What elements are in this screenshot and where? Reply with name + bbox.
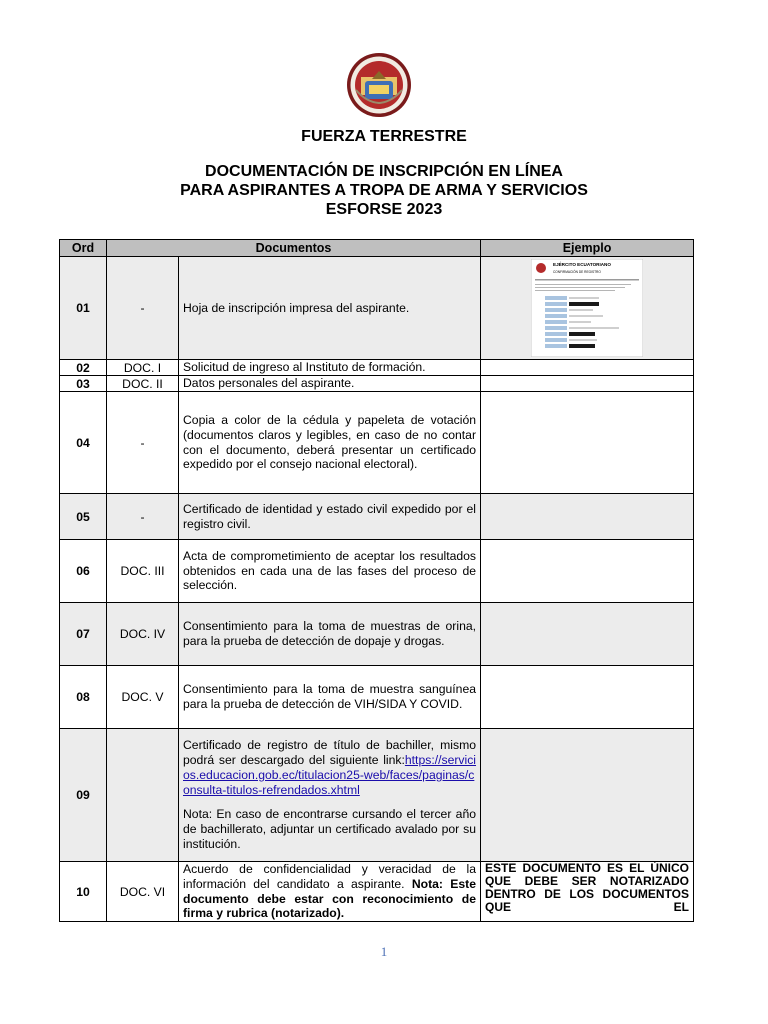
row-note: Nota: En caso de encontrarse cursando el tercer año de bachillerato, adjuntar un certificado avalado por su institución.	[183, 807, 477, 851]
row-code: DOC. V	[107, 666, 179, 729]
row-description	[179, 862, 481, 922]
row-description: Hoja de inscripción impresa del aspirante.	[179, 257, 481, 360]
table-row	[60, 540, 694, 603]
title-line: DOCUMENTACIÓN DE INSCRIPCIÓN EN LÍNEA	[205, 163, 563, 180]
table-row	[60, 257, 694, 360]
row-description: Copia a color de la cédula y papeleta de votación (documentos claros y legibles, en caso de no contar con el documento, deberá presentar un certificado expedido por el consejo nacional electoral).	[179, 392, 481, 494]
row-description	[179, 729, 481, 862]
titulos-refrendados-link[interactable]: https://servicios.educacion.gob.ec/titulacion25-web/faces/paginas/consulta-titulos-refrendados.xhtml	[183, 753, 477, 797]
row-code: DOC. II	[107, 376, 179, 392]
row-ord: 04	[60, 392, 107, 494]
row-code: -	[107, 392, 179, 494]
table-row	[60, 603, 694, 666]
column-header-documentos: Documentos	[107, 240, 481, 257]
thumbnail-org: EJÉRCITO ECUATORIANO	[553, 262, 611, 267]
row-example	[481, 257, 694, 360]
table-row	[60, 729, 694, 862]
row-code: DOC. III	[107, 540, 179, 603]
row-ord: 06	[60, 540, 107, 603]
table-row	[60, 392, 694, 494]
row-example	[481, 540, 694, 603]
row-code: DOC. IV	[107, 603, 179, 666]
notarized-note: Nota: Este documento debe estar con reconocimiento de firma y rubrica (notarizado).	[183, 876, 477, 921]
row-ord: 02	[60, 360, 107, 376]
row-example	[481, 392, 694, 494]
row-ord: 07	[60, 603, 107, 666]
row-code: DOC. I	[107, 360, 179, 376]
row-example	[481, 360, 694, 376]
table-row	[60, 494, 694, 540]
registration-sheet-thumbnail	[531, 259, 643, 357]
row-code: -	[107, 257, 179, 360]
table-header-row	[60, 240, 694, 257]
table-row	[60, 862, 694, 922]
row-description: Certificado de identidad y estado civil expedido por el registro civil.	[179, 494, 481, 540]
document-title	[0, 162, 768, 219]
title-line: ESFORSE 2023	[325, 201, 443, 218]
row-ord: 09	[60, 729, 107, 862]
row-description: Consentimiento para la toma de muestras de orina, para la prueba de detección de dopaje y drogas.	[179, 603, 481, 666]
column-header-ord: Ord	[60, 240, 107, 257]
documents-table	[59, 239, 694, 922]
row-code: DOC. VI	[107, 862, 179, 922]
table-row	[60, 360, 694, 376]
row-ord: 10	[60, 862, 107, 922]
row-example	[481, 603, 694, 666]
page-number: 1	[380, 944, 388, 959]
certificate-description: Certificado de registro de título de bachiller, mismo podrá ser descargado del siguiente link:	[183, 738, 477, 767]
row-description: Acta de comprometimiento de aceptar los resultados obtenidos en cada una de las fases del proceso de selección.	[179, 540, 481, 603]
row-ord: 03	[60, 376, 107, 392]
agreement-description: Acuerdo de confidencialidad y veracidad de la información del candidato a aspirante.	[183, 862, 477, 891]
column-header-ejemplo: Ejemplo	[481, 240, 694, 257]
table-row	[60, 376, 694, 392]
row-code	[107, 729, 179, 862]
table-row	[60, 666, 694, 729]
row-example	[481, 729, 694, 862]
organization-heading: FUERZA TERRESTRE	[301, 128, 467, 145]
notarized-example-note: ESTE DOCUMENTO ES EL ÚNICO QUE DEBE SER NOTARIZADO DENTRO DE LOS DOCUMENTOS QUE EL	[481, 862, 694, 922]
ejercito-seal-logo	[346, 52, 412, 118]
thumbnail-subtitle: CONFIRMACIÓN DE REGISTRO	[553, 270, 601, 274]
row-description: Datos personales del aspirante.	[179, 376, 481, 392]
row-description: Consentimiento para la toma de muestra sanguínea para la prueba de detección de VIH/SIDA Y COVID.	[179, 666, 481, 729]
row-description: Solicitud de ingreso al Instituto de formación.	[179, 360, 481, 376]
row-ord: 05	[60, 494, 107, 540]
row-ord: 01	[60, 257, 107, 360]
title-line: PARA ASPIRANTES A TROPA DE ARMA Y SERVICIOS	[180, 182, 588, 199]
row-example	[481, 376, 694, 392]
row-code: -	[107, 494, 179, 540]
row-example	[481, 666, 694, 729]
row-ord: 08	[60, 666, 107, 729]
row-example	[481, 494, 694, 540]
